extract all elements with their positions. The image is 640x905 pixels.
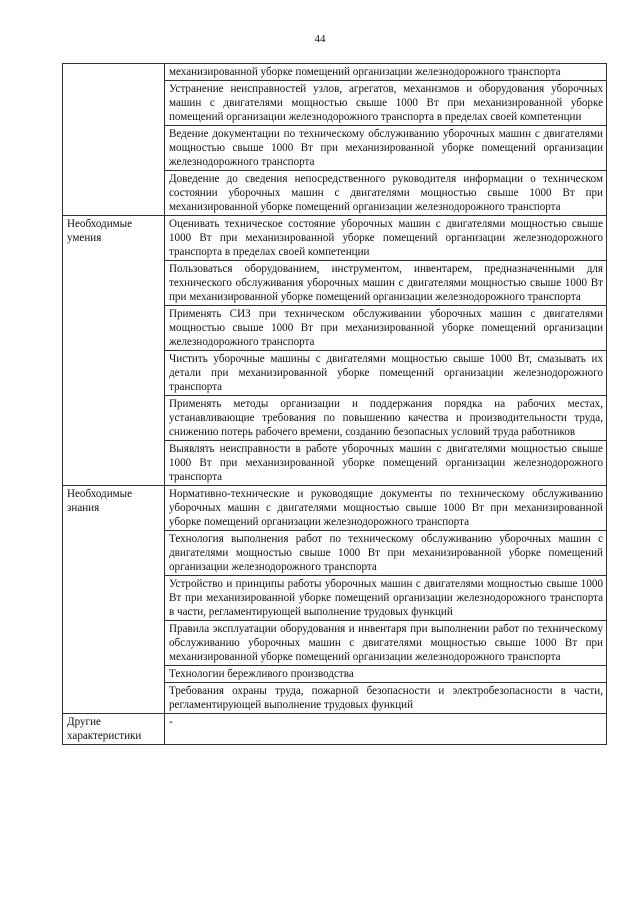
table-cell: Нормативно-технические и руководящие документы по техническому обслуживанию уборочных машин с двигателями мощностью свыше 1000 Вт при механизированной уборке помещений организации железнодорожного транспорта [165,486,607,531]
table-cell: Технология выполнения работ по техническому обслуживанию уборочных машин с двигателями мощностью свыше 1000 Вт при механизированной уборке помещений организации железнодорожного транспорта [165,531,607,576]
table-cell: Чистить уборочные машины с двигателями мощностью свыше 1000 Вт, смазывать их детали при механизированной уборке помещений организации железнодорожного транспорта [165,351,607,396]
table-cell: Выявлять неисправности в работе уборочных машин с двигателями мощностью свыше 1000 Вт при механизированной уборке помещений организации железнодорожного транспорта [165,441,607,486]
row-label [63,64,165,216]
requirements-table [62,63,607,745]
table-row [63,216,607,261]
table-cell: Применять СИЗ при техническом обслуживании уборочных машин с двигателями мощностью свыше 1000 Вт при механизированной уборке помещений организации железнодорожного транспорта [165,306,607,351]
table-cell: Требования охраны труда, пожарной безопасности и электробезопасности в части, регламентирующей выполнение трудовых функций [165,683,607,714]
table-cell: механизированной уборке помещений организации железнодорожного транспорта [165,64,607,81]
table-row [63,64,607,81]
table-cell: Доведение до сведения непосредственного руководителя информации о техническом состоянии уборочных машин с двигателями мощностью свыше 1000 Вт при механизированной уборке помещений организации железнодорожного транспорта [165,171,607,216]
table-cell: Оценивать техническое состояние уборочных машин с двигателями мощностью свыше 1000 Вт при механизированной уборке помещений организации железнодорожного транспорта в пределах своей компетенции [165,216,607,261]
table-row [63,714,607,745]
table-cell: - [165,714,607,745]
row-label-other: Другие характеристики [63,714,165,745]
page-number: 44 [314,33,326,45]
table-cell: Устройство и принципы работы уборочных машин с двигателями мощностью свыше 1000 Вт при механизированной уборке помещений организации железнодорожного транспорта в части, регламентирующей выполнение трудовых функций [165,576,607,621]
table-cell: Пользоваться оборудованием, инструментом, инвентарем, предназначенными для технического обслуживания уборочных машин с двигателями мощностью свыше 1000 Вт при механизированной уборке помещений организации железнодорожного транспорта [165,261,607,306]
table-cell: Ведение документации по техническому обслуживанию уборочных машин с двигателями мощностью свыше 1000 Вт при механизированной уборке помещений организации железнодорожного транспорта [165,126,607,171]
row-label-knowledge: Необходимые знания [63,486,165,714]
table-cell: Устранение неисправностей узлов, агрегатов, механизмов и оборудования уборочных машин с двигателями мощностью свыше 1000 Вт при механизированной уборке помещений организации железнодорожного транспорта в пределах своей компетенции [165,81,607,126]
table-cell: Правила эксплуатации оборудования и инвентаря при выполнении работ по техническому обслуживанию уборочных машин с двигателями мощностью свыше 1000 Вт при механизированной уборке помещений организации железнодорожного транспорта [165,621,607,666]
table-row [63,486,607,531]
row-label-skills: Необходимые умения [63,216,165,486]
table-cell: Технологии бережливого производства [165,666,607,683]
table-cell: Применять методы организации и поддержания порядка на рабочих местах, устанавливающие требования по повышению качества и производительности труда, снижению потерь рабочего времени, созданию безопасных условий труда работников [165,396,607,441]
